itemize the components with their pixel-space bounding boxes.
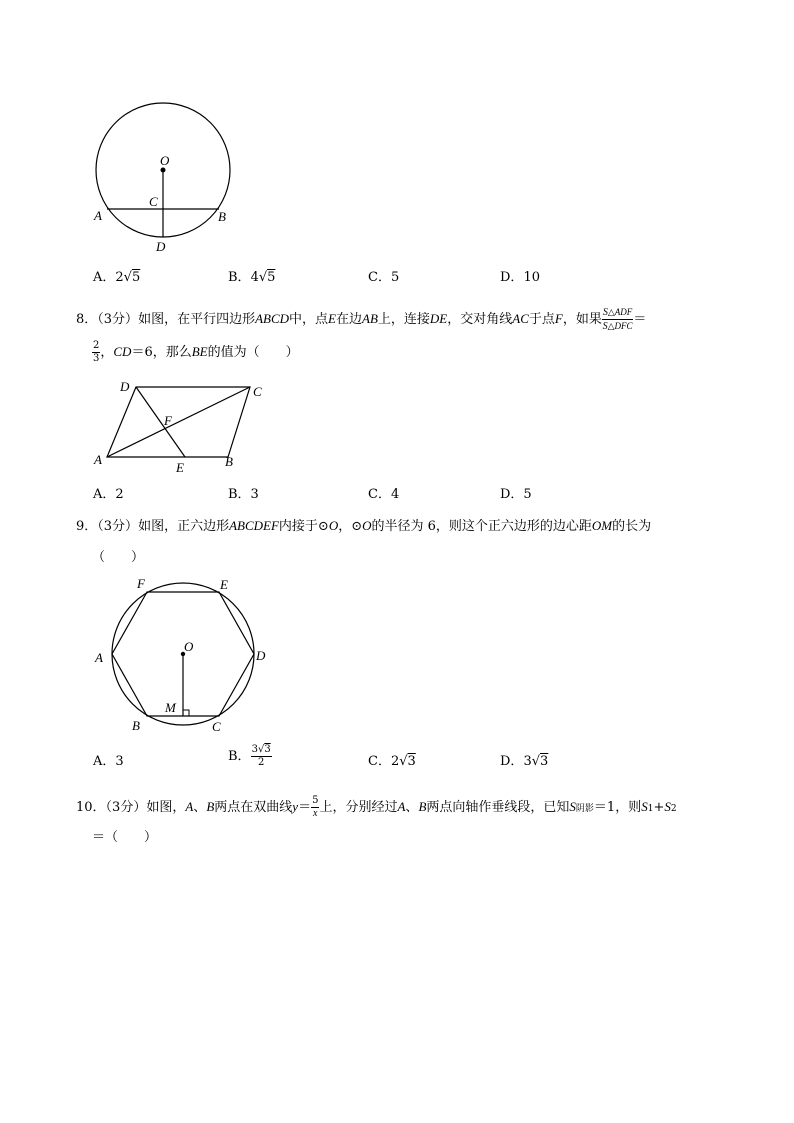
q10-fraction: $\frac{5}{x}$ (312, 795, 319, 819)
q7-label-b: B (218, 209, 226, 224)
q9-label-m: M (165, 700, 176, 715)
q9-right-angle-mark (183, 710, 189, 716)
q9-label-c: C (212, 719, 221, 734)
q9-label-f: F (137, 576, 145, 591)
q7-label-a: A (94, 208, 102, 223)
q8-stem-line1: 8．（3分）如图，在平行四边形ABCD中，点E在边AB上，连接DE，交对角线AC于点F，如果 $\frac{\text{S△ADF}}{\text{S△DFC}}$ ＝ (76, 307, 647, 332)
q8-option-d: D．5 (500, 487, 532, 502)
q9-label-e: E (220, 577, 228, 592)
q8-parallelogram-figure (88, 375, 278, 475)
q9-stem-line2: （ ） (92, 550, 145, 565)
q9-label-d: D (256, 648, 266, 663)
q8-option-a: A．2 (93, 487, 124, 502)
q7-center-point (161, 168, 166, 173)
q8-option-b: B．3 (228, 487, 259, 502)
q7-label-d: D (156, 239, 166, 254)
q8-label-a: A (94, 452, 102, 467)
q8-label-b: B (225, 454, 233, 469)
q8-label-e: E (176, 460, 184, 475)
q7-option-a: A．2√5 (93, 270, 141, 285)
q8-option-c: C．4 (368, 487, 400, 502)
q10-stem-line1: 10．（3分）如图，A、B两点在双曲线y＝ $\frac{5}{x}$ 上，分别经过A、B两点向轴作垂线段，已知S阴影＝1，则S1+S2 (76, 795, 677, 819)
q8-diagonal-ac (107, 387, 250, 457)
q8-label-c: C (253, 384, 262, 399)
q8-label-f: F (164, 413, 172, 428)
q7-option-c: C．5 (368, 270, 400, 285)
q9-option-d: D．3√3 (500, 754, 549, 769)
q10-stem-line2: ＝（ ） (92, 830, 158, 845)
q9-option-b-fraction: $\frac{3√3}{2}$ (251, 744, 271, 768)
q9-option-a: A．3 (93, 754, 124, 769)
q9-stem-line1: 9．（3分）如图，正六边形ABCDEF内接于⊙O，⊙O的半径为 6，则这个正六边形的边心距OM的长为 (76, 518, 652, 534)
q8-label-d: D (120, 379, 130, 394)
q7-label-o: O (160, 153, 170, 168)
q8-area-ratio: $\frac{\text{S△ADF}}{\text{S△DFC}}$ (602, 307, 633, 332)
q9-option-b: B． $\frac{3√3}{2}$ (228, 744, 271, 768)
q9-label-b: B (132, 718, 140, 733)
q7-label-c: C (149, 194, 158, 209)
q7-option-d: D．10 (500, 270, 540, 285)
q9-hexagon-figure (88, 573, 273, 738)
q7-option-b: B．4√5 (228, 270, 276, 285)
q9-option-c: C．2√3 (368, 754, 416, 769)
q8-fraction: $\frac{2}{3}$ (93, 340, 100, 364)
q7-circle-figure (88, 95, 238, 260)
q9-label-a: A (95, 650, 103, 665)
q9-label-o: O (184, 639, 194, 654)
q8-stem-line2: $\frac{2}{3}$ ，CD＝6，那么BE的值为（ ） (93, 340, 299, 364)
